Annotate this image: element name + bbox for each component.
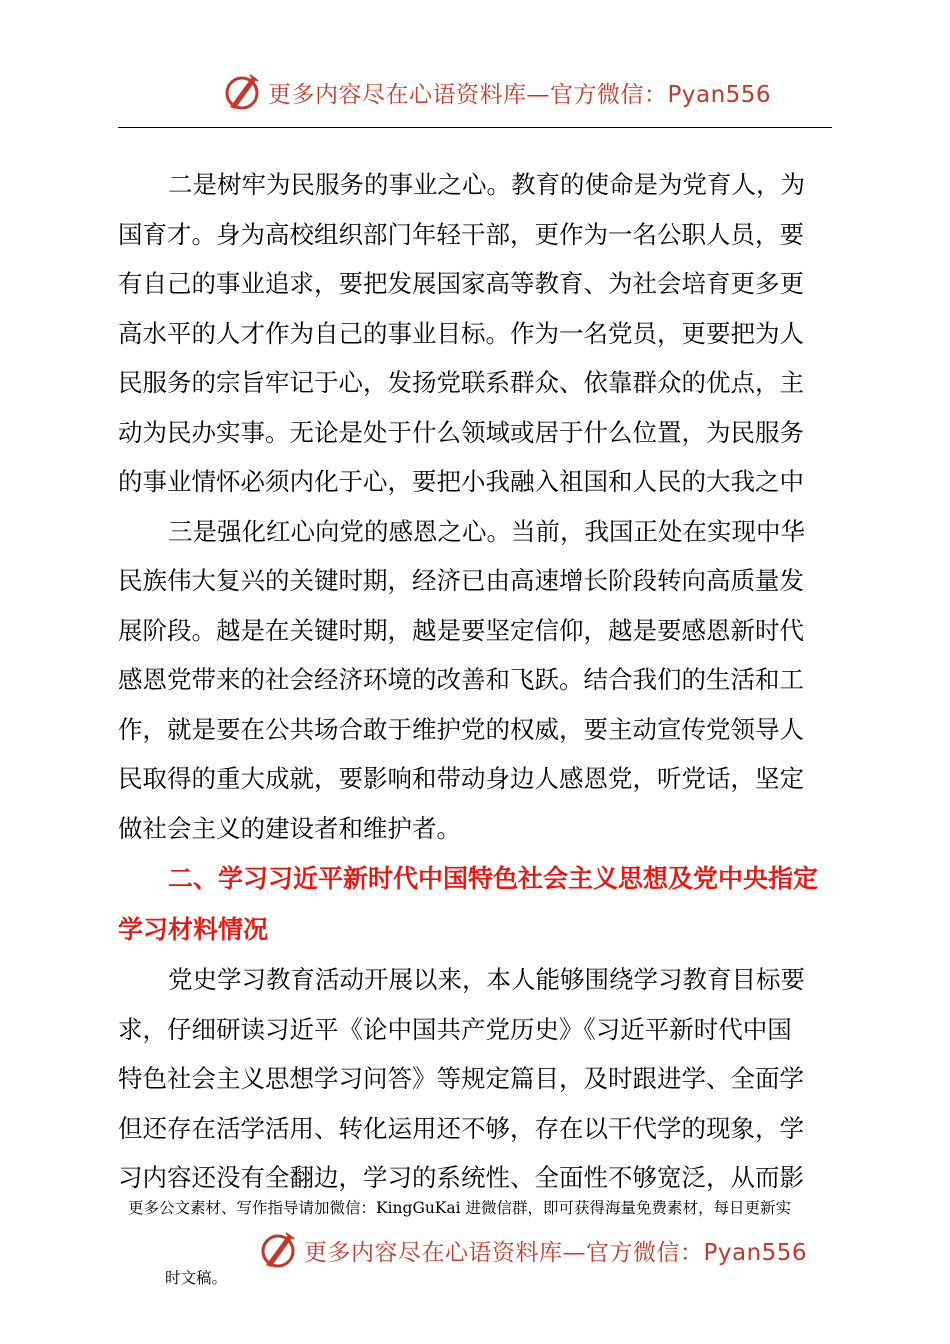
header-banner [222, 70, 771, 114]
paragraph-study [118, 955, 832, 1203]
text-line: 三是强化红心向党的感恩之心。当前，我国正处在实现中华 [168, 516, 805, 546]
text-line: 的事业情怀必须内化于心，要把小我融入祖国和人民的大我之中 [118, 467, 804, 496]
pen-logo-icon [222, 71, 264, 113]
text-line: 动为民办实事。无论是处于什么领域或居于什么位置，为民服务 [118, 417, 804, 447]
text-line: 高水平的人才作为自己的事业目标。作为一名党员，更要把为人 [118, 318, 804, 348]
text-line: 习内容还没有全翻边，学习的系统性、全面性不够宽泛，从而影 [118, 1163, 804, 1192]
text-line: 有自己的事业追求，要把发展国家高等教育、为社会培育更多更 [118, 269, 804, 298]
footer-tail-text: 时文稿。 [165, 1269, 228, 1287]
text-line: 党史学习教育活动开展以来，本人能够围绕学习教育目标要 [168, 965, 805, 994]
text-line: 民族伟大复兴的关键时期，经济已由高速增长阶段转向高质量发 [118, 566, 804, 595]
text-line: 感恩党带来的社会经济环境的改善和飞跃。结合我们的生活和工 [118, 665, 804, 694]
document-body [118, 160, 832, 1203]
text-line: 民取得的重大成就，要影响和带动身边人感恩党，听党话，坚定 [118, 764, 804, 793]
header-divider [118, 127, 832, 128]
text-line: 特色社会主义思想学习问答》等规定篇目，及时跟进学、全面学 [118, 1064, 804, 1093]
text-line: 二是树牢为民服务的事业之心。教育的使命是为党育人，为 [168, 170, 805, 199]
heading-line: 学习材料情况 [118, 915, 269, 944]
footer-note: 更多公文素材、写作指导请加微信：KingGuKai 进微信群，即可获得海量免费素材，每日更新实 [128, 1199, 792, 1217]
banner-text: 更多内容尽在心语资料库—官方微信：Pyan556 [304, 1239, 808, 1266]
text-line: 求，仔细研读习近平《论中国共产党历史》《习近平新时代中国 [118, 1014, 792, 1044]
footer-banner [258, 1228, 807, 1272]
pen-logo-icon [258, 1229, 300, 1271]
banner-text: 更多内容尽在心语资料库—官方微信：Pyan556 [268, 81, 772, 108]
text-line: 但还存在活学活用、转化运用还不够，存在以干代学的现象，学 [118, 1113, 804, 1143]
heading-line: 二、学习习近平新时代中国特色社会主义思想及党中央指定 [168, 864, 819, 893]
text-line: 做社会主义的建设者和维护者。 [118, 813, 461, 843]
paragraph-gratitude [118, 507, 832, 854]
paragraph-service [118, 160, 832, 507]
text-line: 国育才。身为高校组织部门年轻干部，更作为一名公职人员，要 [118, 219, 804, 249]
text-line: 作，就是要在公共场合敢于维护党的权威，要主动宣传党领导人 [118, 714, 804, 744]
text-line: 民服务的宗旨牢记于心，发扬党联系群众、依靠群众的优点，主 [118, 368, 804, 397]
text-line: 展阶段。越是在关键时期，越是要坚定信仰，越是要感恩新时代 [118, 615, 804, 645]
section-heading [118, 853, 832, 955]
